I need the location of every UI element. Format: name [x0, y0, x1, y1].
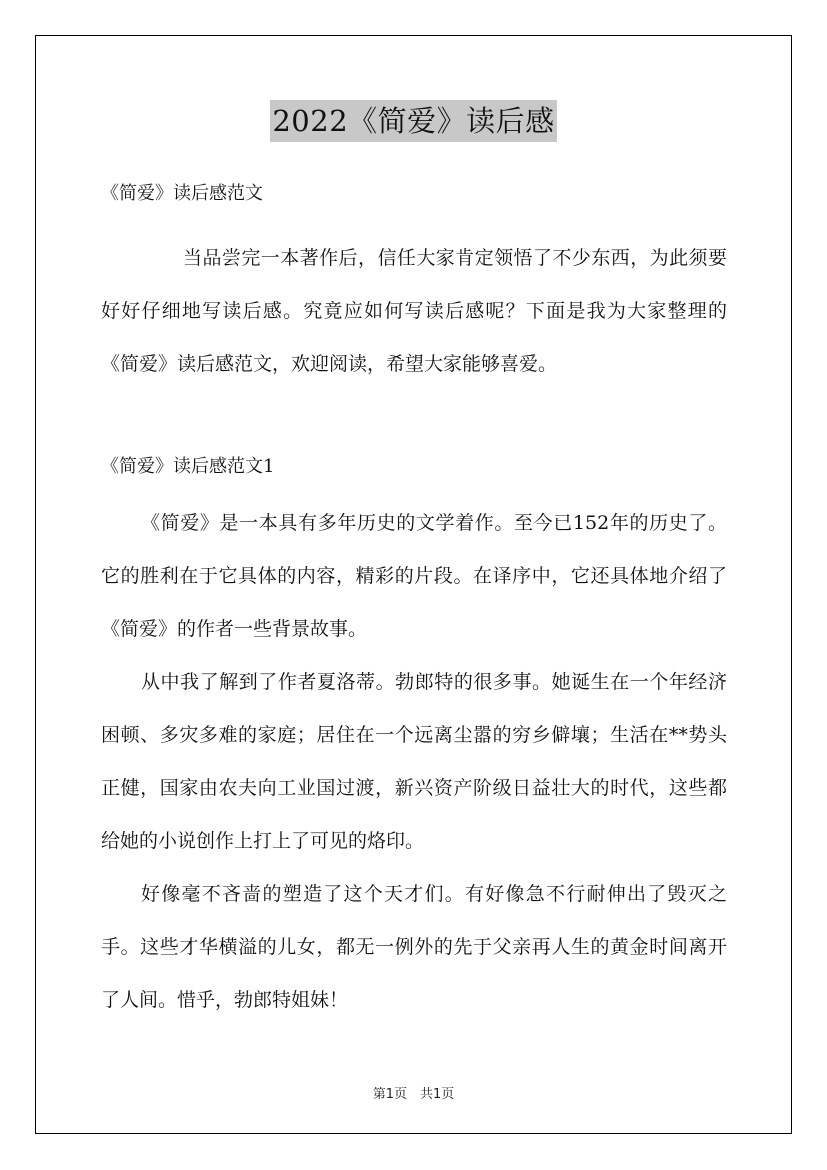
essay-heading: 《简爱》读后感范文1 — [101, 456, 275, 477]
essay-paragraph-3: 好像毫不吝啬的塑造了这个天才们。有好像急不行耐伸出了毁灭之手。这些才华横溢的儿女，都无一例外的先于父亲再人生的黄金时间离开了人间。惜乎，勃郎特姐妹！ — [101, 883, 727, 1011]
intro-paragraph: 当品尝完一本著作后，信任大家肯定领悟了不少东西，为此须要好好仔细地写读后感。究竟应如何写读后感呢？下面是我为大家整理的《简爱》读后感范文，欢迎阅读，希望大家能够喜爱。 — [101, 247, 727, 375]
essay-paragraph-1: 《简爱》是一本具有多年历史的文学着作。至今已152年的历史了。它的胜利在于它具体的内容，精彩的片段。在译序中，它还具体地介绍了《简爱》的作者一些背景故事。 — [101, 512, 727, 640]
essay-body — [101, 497, 727, 1027]
document-title: 2022《简爱》读后感 — [270, 100, 556, 142]
section-heading: 《简爱》读后感范文 — [101, 183, 263, 204]
page-footer: 第1页 共1页 — [372, 1087, 455, 1102]
title-container — [0, 100, 827, 142]
essay-paragraph-2: 从中我了解到了作者夏洛蒂。勃郎特的很多事。她诞生在一个年经济困顿、多灾多难的家庭；居住在一个远离尘嚣的穷乡僻壤；生活在**势头正健，国家由农夫向工业国过渡，新兴资产阶级日益壮大的时代，这些都给她的小说创作上打上了可见的烙印。 — [101, 671, 727, 852]
